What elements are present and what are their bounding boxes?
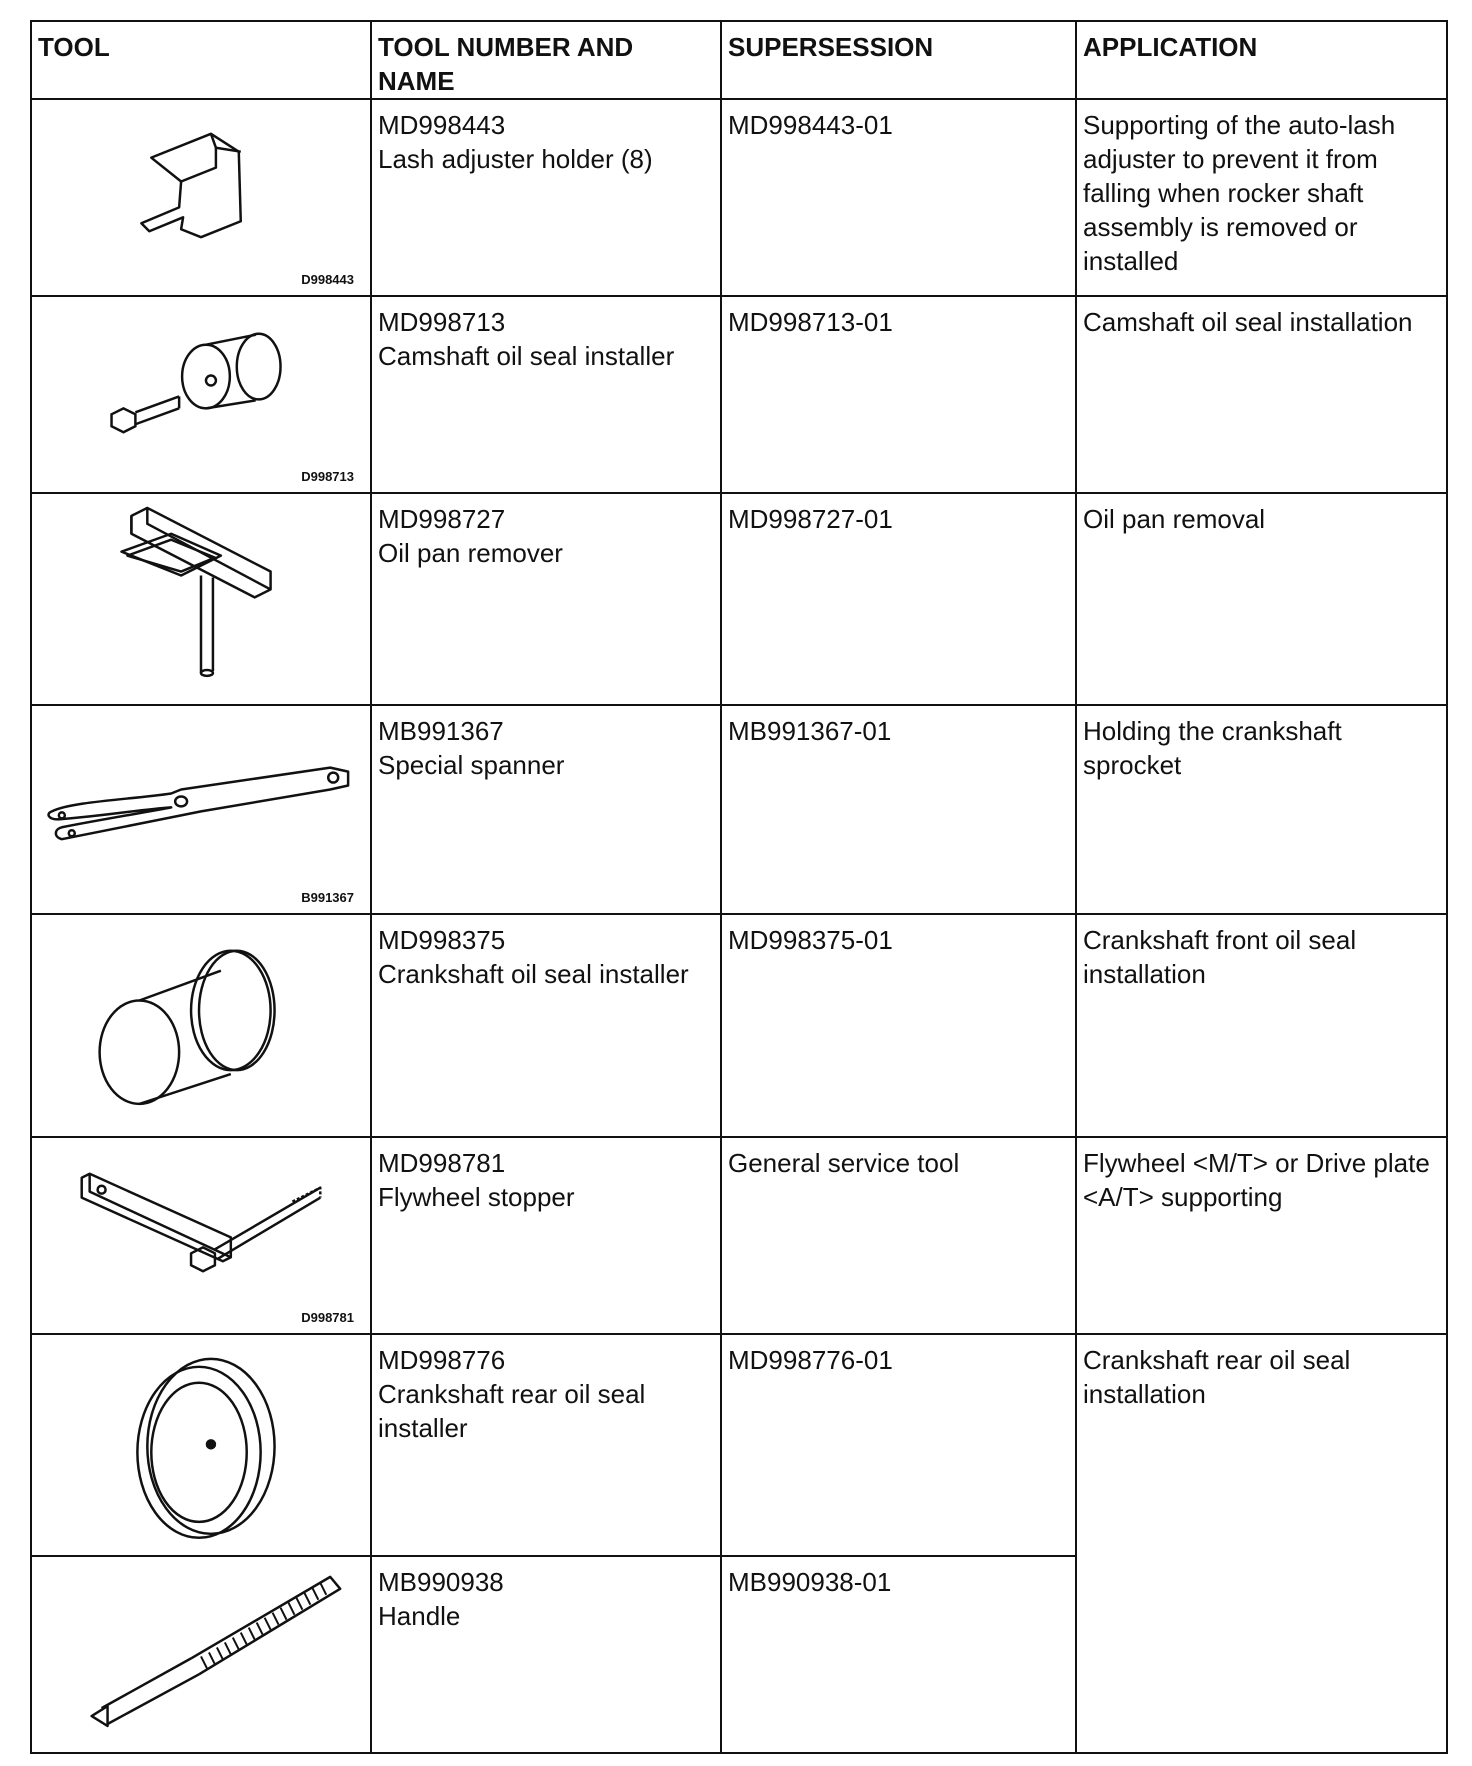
tool-name: Crankshaft oil seal installer xyxy=(378,959,689,990)
application: Holding the crankshaft sprocket xyxy=(1076,705,1447,914)
tool-number: MB991367 xyxy=(378,716,504,747)
tool-name: Flywheel stopper xyxy=(378,1181,575,1212)
application: Crankshaft front oil seal installation xyxy=(1076,914,1447,1137)
tool-number-name xyxy=(371,493,721,706)
supersession: MD998776-01 xyxy=(721,1334,1076,1557)
tool-name: Lash adjuster holder (8) xyxy=(378,144,653,174)
supersession: MD998727-01 xyxy=(721,493,1076,706)
application: Oil pan removal xyxy=(1076,493,1447,706)
tool-number: MD998727 xyxy=(378,503,506,534)
application: Supporting of the auto-lash adjuster to prevent it from falling when rocker shaft assembly is removed or installed xyxy=(1076,99,1447,296)
application: Flywheel <M/T> or Drive plate <A/T> supporting xyxy=(1076,1137,1447,1334)
header-tool-number-name: TOOL NUMBER AND NAME xyxy=(371,21,721,99)
tool-name: Camshaft oil seal installer xyxy=(378,340,675,371)
special-spanner-icon xyxy=(32,706,370,913)
tool-figure xyxy=(31,1137,371,1334)
table-row xyxy=(31,1334,1447,1557)
tool-number-name xyxy=(371,1556,721,1753)
tool-name: Handle xyxy=(378,1601,461,1632)
supersession: MB991367-01 xyxy=(721,705,1076,914)
supersession: MD998443-01 xyxy=(721,99,1076,296)
oil-pan-remover-icon xyxy=(32,494,370,705)
tool-figure xyxy=(31,1334,371,1557)
supersession: MB990938-01 xyxy=(721,1556,1076,1753)
tool-number-name xyxy=(371,296,721,493)
crankshaft-rear-seal-installer-icon xyxy=(32,1335,370,1556)
tool-name: Special spanner xyxy=(378,750,565,781)
flywheel-stopper-icon xyxy=(32,1138,370,1333)
table-row xyxy=(31,493,1447,706)
camshaft-seal-installer-icon xyxy=(32,297,370,492)
handle-icon xyxy=(32,1557,370,1752)
tool-figure xyxy=(31,493,371,706)
figure-code: D998713 xyxy=(301,468,354,484)
tool-figure xyxy=(31,99,371,296)
application: Crankshaft rear oil seal installation xyxy=(1076,1334,1447,1754)
header-tool: TOOL xyxy=(31,21,371,99)
tool-number-name xyxy=(371,1137,721,1334)
header-application: APPLICATION xyxy=(1076,21,1447,99)
table-row xyxy=(31,705,1447,914)
tool-number-name xyxy=(371,99,721,296)
tool-figure xyxy=(31,1556,371,1753)
tool-number: MD998713 xyxy=(378,306,506,337)
tool-number: MD998776 xyxy=(378,1344,506,1375)
tool-figure xyxy=(31,914,371,1137)
tool-number-name xyxy=(371,1334,721,1557)
table-row xyxy=(31,99,1447,296)
figure-code: D998781 xyxy=(301,1309,354,1325)
supersession: MD998713-01 xyxy=(721,296,1076,493)
table-row xyxy=(31,1137,1447,1334)
tool-name: Oil pan remover xyxy=(378,537,563,568)
tool-number: MB990938 xyxy=(378,1567,504,1598)
figure-code: B991367 xyxy=(301,890,354,906)
tool-number: MD998781 xyxy=(378,1147,506,1178)
tool-number-name xyxy=(371,705,721,914)
supersession: MD998375-01 xyxy=(721,914,1076,1137)
tool-figure xyxy=(31,705,371,914)
tool-number: MD998443 xyxy=(378,110,506,140)
table-row xyxy=(31,914,1447,1137)
tool-number-name xyxy=(371,914,721,1137)
tool-name: Crankshaft rear oil seal installer xyxy=(378,1378,646,1443)
table-row xyxy=(31,296,1447,493)
figure-code: D998443 xyxy=(301,271,354,287)
tool-figure xyxy=(31,296,371,493)
application: Camshaft oil seal installation xyxy=(1076,296,1447,493)
crankshaft-seal-installer-icon xyxy=(32,915,370,1136)
tool-number: MD998375 xyxy=(378,925,506,956)
special-tools-table xyxy=(30,20,1448,1754)
header-supersession: SUPERSESSION xyxy=(721,21,1076,99)
supersession: General service tool xyxy=(721,1137,1076,1334)
lash-adjuster-holder-icon xyxy=(32,100,370,295)
header-row xyxy=(31,21,1447,99)
